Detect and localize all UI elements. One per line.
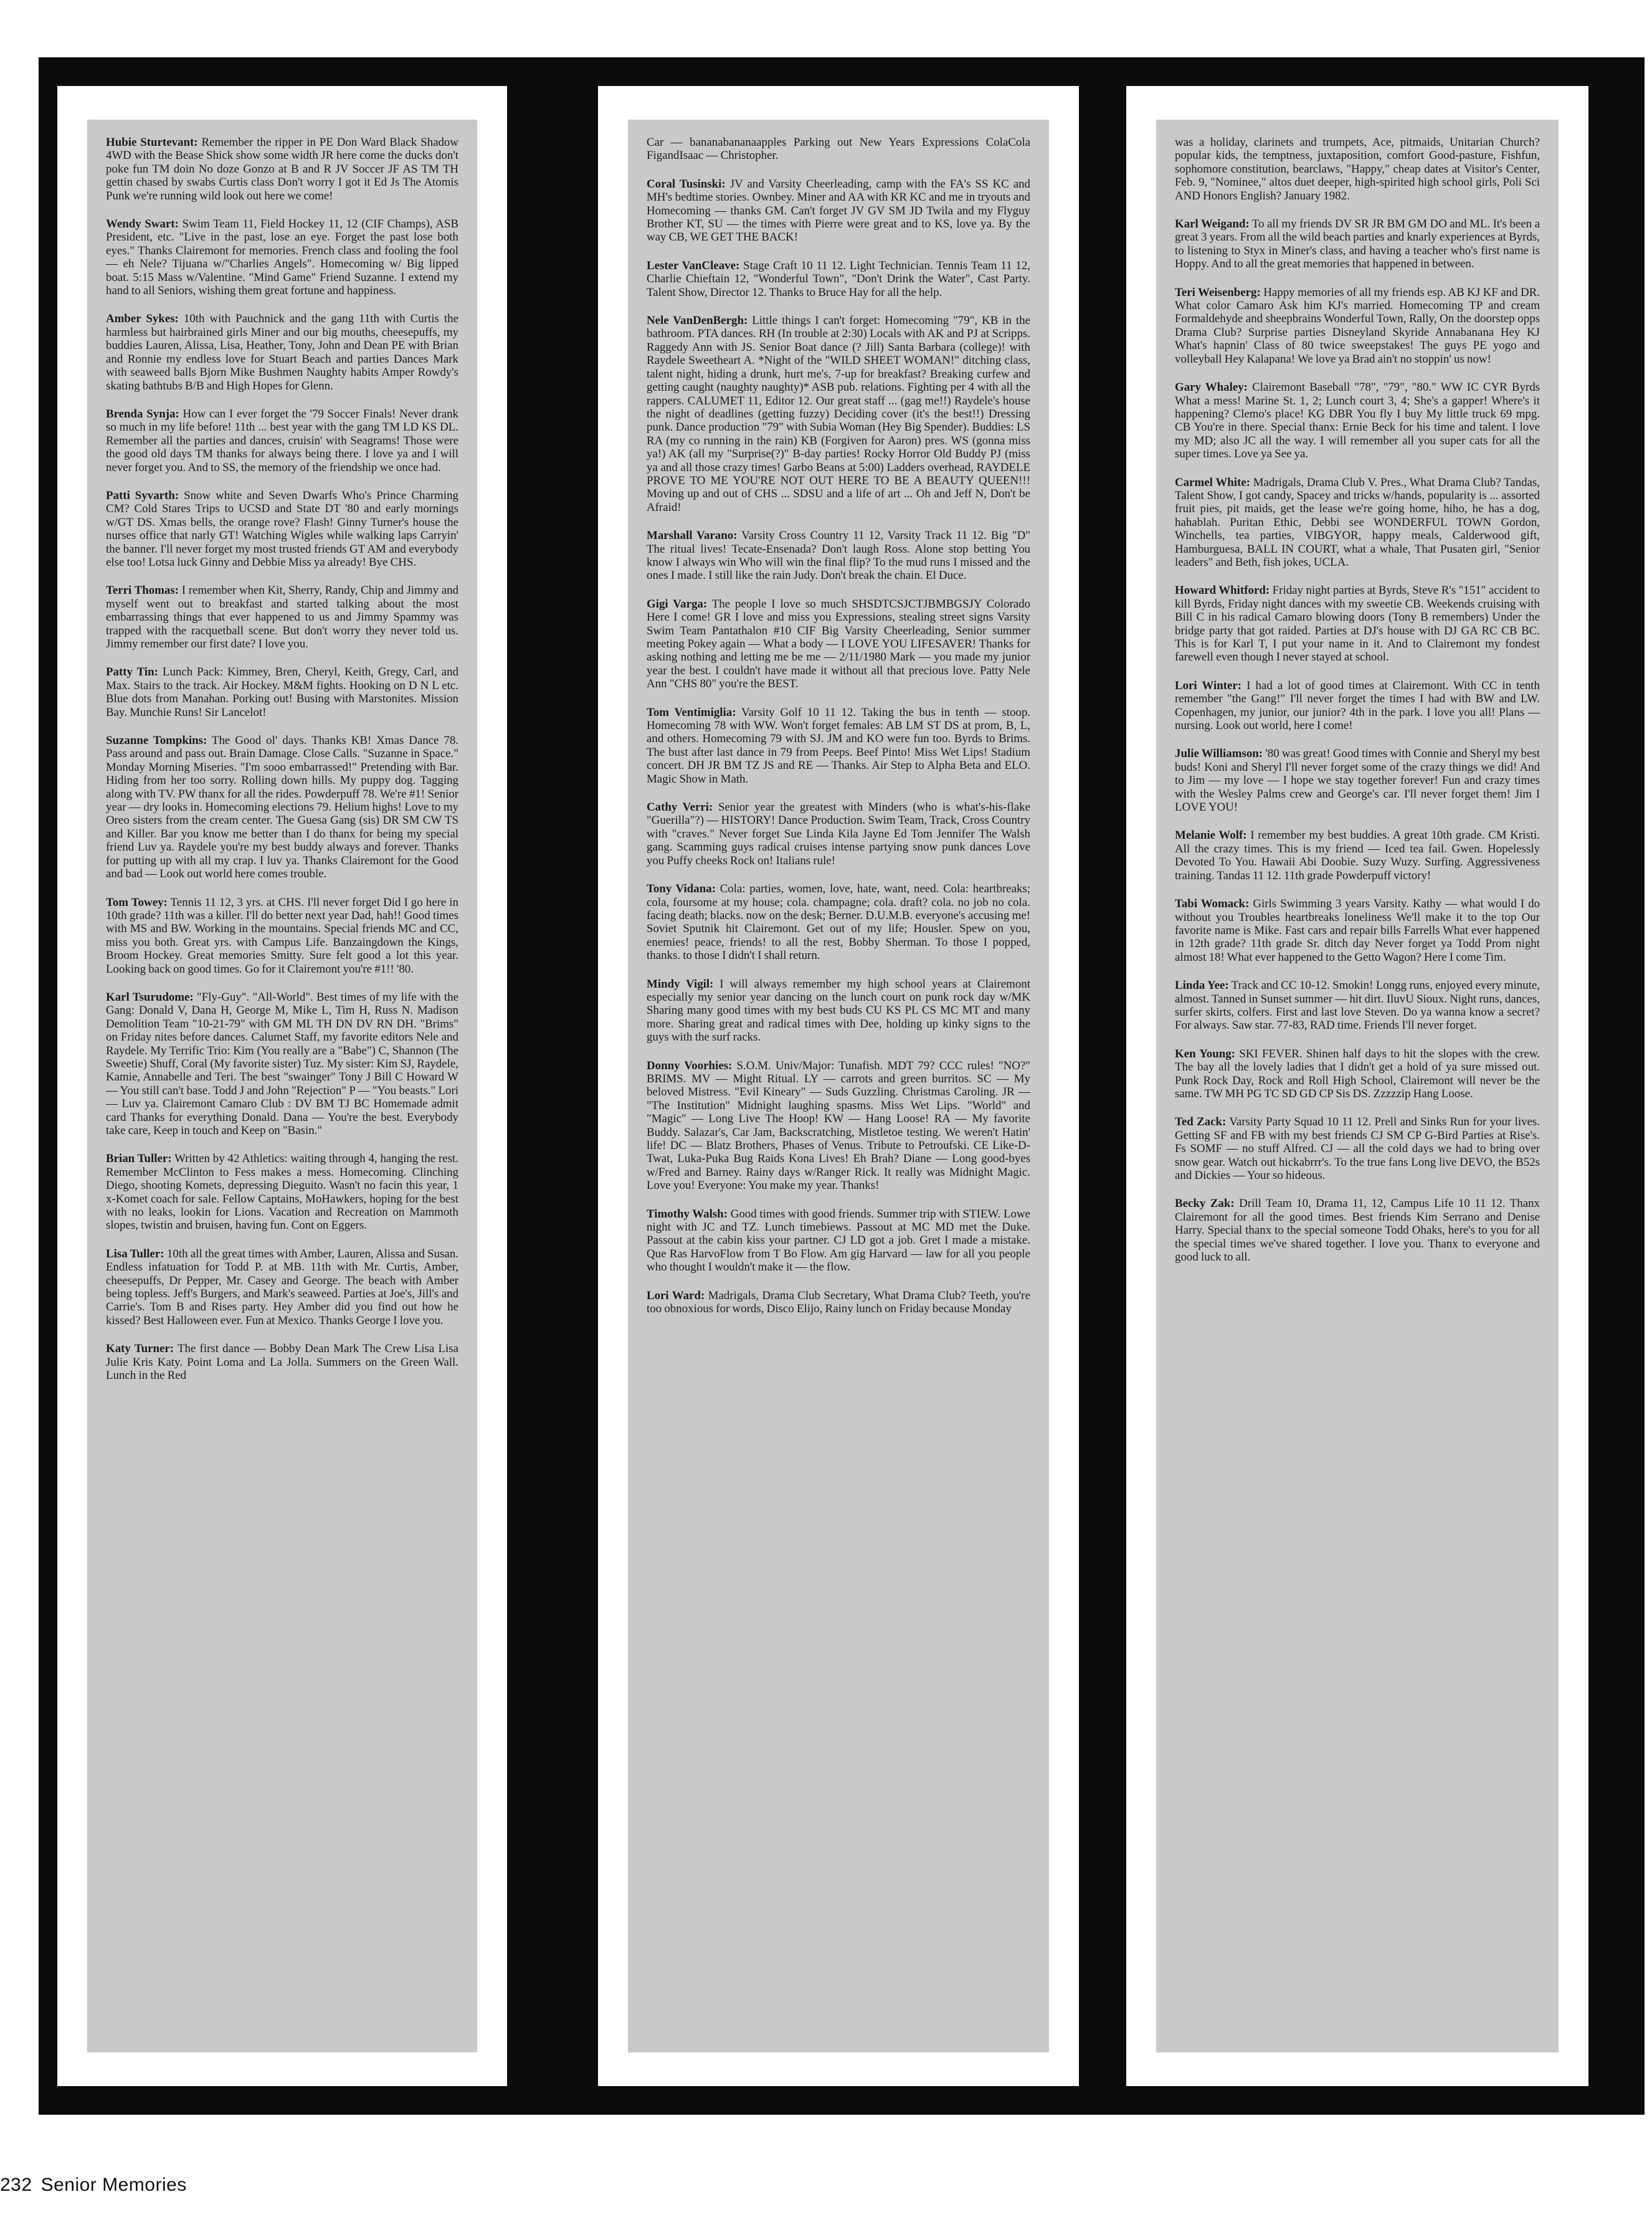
memory-entry — [1175, 476, 1540, 569]
memory-text: Stage Craft 10 11 12. Light Technician. Tennis Team 11 12, Charlie Chieftain 12, "Wonderful Town", "Don't Drink the Water", Cast Party. Talent Show, Director 12. Thanks to Bruce Hay for all the help. — [647, 259, 1030, 299]
memory-entry — [106, 665, 458, 719]
page-number: 232 — [0, 2175, 32, 2195]
senior-name: Karl Weigand: — [1175, 217, 1250, 231]
memory-entry — [647, 1208, 1030, 1274]
senior-name: Lori Ward: — [647, 1289, 705, 1302]
memory-entry — [647, 801, 1030, 867]
memory-entry — [1175, 217, 1540, 271]
memory-text: Swim Team 11, Field Hockey 11, 12 (CIF Champs), ASB President, etc. "Live in the past, lose an eye. Forget the past lose both eyes." Thanks Clairemont for memories. French class and fooling the fool — eh Nele? Tijuana w/"Charlies Angels". Homecoming w/ Big lipped boat. 5:15 Mass w/Valentine. "Mind Game" Friend Suzanne. I extend my hand to all Seniors, wishing them great fortune and happiness. — [106, 217, 458, 298]
senior-name: Tom Ventimiglia: — [647, 705, 736, 719]
memory-entry — [1175, 897, 1540, 964]
memory-entry — [1175, 979, 1540, 1032]
senior-name: Coral Tusinski: — [647, 177, 726, 191]
memory-text: "Fly-Guy". "All-World". Best times of my life with the Gang: Donald V, Dana H, George M, Mike L, Tim H, Russ N. Madison Demolition Team "10-21-79" with GM ML TH DN DV RN DH. "Brims" on Friday nites before dances. Calumet Staff, my favorite editors Nele and Raydele. My Terrific Trio: Kim (You really are a "Babe") C, Shannon (The Sweetie) Shuff, Coral (My favorite sister) Tuz. My sister: Kim SJ, Raydele, Kamie, Annabelle and Teri. The best "swainger" Tony J Bill C Howard W — You still can't base. Todd J and John "Rejection" P — "You beasts." Lori — Luv ya. Clairemont Camaro Club : DV BM TJ BC Homemade admit card Thanks for everything Donald. Dana — You're the best. Everybody take care, Keep in touch and Keep on "Basin." — [106, 990, 458, 1137]
senior-name: Patty Tin: — [106, 665, 158, 679]
senior-name: Marshall Varano: — [647, 529, 738, 543]
memory-text: Varsity Cross Country 11 12, Varsity Track 11 12. Big "D" The ritual lives! Tecate-Ensenada? Don't laugh Ross. Alone stop betting You know I always win Who will win the final flip? To the mud runs I missed and the ones I made. I still like the rain Judy. Don't break the chain. El Duce. — [647, 529, 1031, 583]
senior-name: Ken Young: — [1175, 1047, 1235, 1060]
memory-entry — [106, 584, 458, 650]
memory-text: Tennis 11 12, 3 yrs. at CHS. I'll never forget Did I go here in 10th grade? 11th was a killer. I'll do better next year Dad, hah!! Good times with MS and BW. Working in the mountains. Special friends MC and CC, miss you both. Great yrs. with Campus Life. Banzaingdown the Kings, Broom Hockey. Great memories Smitty. Sure felt good a lot this year. Looking back on good times. Go for it Clairemont you're #1!! '80. — [106, 895, 458, 976]
senior-name: Suzanne Tompkins: — [106, 734, 207, 748]
senior-name: Julie Williamson: — [1175, 747, 1263, 761]
memory-text: Happy memories of all my friends esp. AB KJ KF and DR. What color Camaro Ask him KJ's married. Homecoming TP and cream Formaldehyde and sheepbrains Wonderful Town, Rally, On the doorstep opps Drama Club? Surprise parties Disneyland Skyride Annabanana Hey KJ What's hapnin' Class of 80 twice sweepstakes! The guys PE yogo and volleyball Hey Kalapana! We love ya Brad ain't no stoppin' us now! — [1175, 285, 1540, 366]
memory-entry — [106, 136, 458, 203]
memory-text: Track and CC 10-12. Smokin! Longg runs, enjoyed every minute, almost. Tanned in Sunset summer — hit dirt. IluvU Sioux. Night runs, dances, surfer skirts, colfers. First and last love Steven. Do ya wanna know a secret? For always. Saw star. 77-83, RAD time. Friends I'll never forget. — [1175, 979, 1540, 1032]
senior-name: Patti Syvarth: — [106, 488, 179, 502]
senior-name: Howard Whitford: — [1175, 584, 1270, 598]
memory-entry — [106, 1342, 458, 1382]
memory-entry — [647, 529, 1030, 583]
column-panel-1 — [57, 86, 507, 2086]
memory-entry — [1175, 829, 1540, 882]
senior-name: Lori Winter: — [1175, 679, 1242, 692]
memory-text: I remember my best buddies. A great 10th grade. CM Kristi. All the crazy times. This is my friend — Iced tea fail. Gwen. Hopelessly Devoted To You. Hawaii Abi Doobie. Suzy Wuzy. Surfing. Aggressiveness training. Tandas 11 12. 11th grade Powderpuff victory! — [1175, 829, 1540, 882]
memory-entry — [1175, 679, 1540, 733]
memory-text: Clairemont Baseball "78", "79", "80." WW IC CYR Byrds What a mess! Marine St. 1, 2; Lunch court 3, 4; She's a gapper! Where's it happening? Clemo's place! KG DBR You fly I buy My little truck 69 mpg. CB You're in there. Special thanx: Ernie Beck for his time and talent. I love my MD; also JC all the way. I will remember all you super cats for all the super times. Love ya See ya. — [1175, 381, 1540, 461]
memory-entry — [106, 1247, 458, 1327]
memory-text: 10th with Pauchnick and the gang 11th with Curtis the harmless but hairbrained girls Miner and our big mouths, cheesepuffs, my buddies Lauren, Alissa, Lisa, Heather, Tony, John and Dean PE with Brian and Ronnie my endless love for Stuart Beach and parties Dances Mark with seaweed balls Bjorn Mike Bushmen Naughty habits Amper Rowdy's skating bathtubs B/B and High Hopes for Glenn. — [106, 312, 458, 393]
memory-entry — [106, 407, 458, 474]
memory-entry — [1175, 584, 1540, 664]
memory-text: The people I love so much SHSDTCSJCTJBMBGSJY Colorado Here I come! GR I love and miss you Expressions, stealing street signs Varsity Swim Team Pantathalon #10 CIF Big Varsity Cheerleading, Senior summer meeting Pokey again — What a body — I LOVE YOU LIFESAVER! Thanks for asking nothing and letting me be me — 2/11/1980 Mark — you made my junior year the best. I couldn't have made it without all that precious love. Patty Nele Ann "CHS 80" you're the BEST. — [647, 597, 1031, 691]
memory-text: Remember the ripper in PE Don Ward Black Shadow 4WD with the Bease Shick show some width JR here come the ducks don't poke fun TM doin No doze Gonzo at B and R JV Soccer JF AS TM TH gettin chased by swabs Curtis class Don't worry I got it Ed Js The Atomis Punk we're running wild look out here we come! — [106, 136, 458, 203]
senior-name: Wendy Swart: — [106, 217, 179, 231]
senior-name: Timothy Walsh: — [647, 1207, 728, 1221]
senior-name: Ted Zack: — [1175, 1115, 1227, 1129]
memory-text: Written by 42 Athletics: waiting through 4, hanging the rest. Remember McClinton to Fess makes a mess. Homecoming. Clinching Diego, shooting Komets, depressing Dieguito. Wasn't no facin this year, 1 x-Komet coach for sale. Fellow Captains, MoHawkers, hoping for the best with no leaks, lookin for Lions. Vacation and Recreation on Mammoth slopes, twistin and bruisen, having fun. Cont on Eggers. — [106, 1152, 458, 1232]
memory-entry — [1175, 1047, 1540, 1101]
memory-text: The Good ol' days. Thanks KB! Xmas Dance 78. Pass around and pass out. Brain Damage. Close Calls. "Suzanne in Space." Monday Morning Miseries. "I'm sooo embarrassed!" Pretending with Bar. Hiding from her too sorry. Rolling down hills. My puppy dog. Tagging along with TV. PW thanx for all the rides. Powderpuff 78. We're #1! Senior year — dry looks in. Homecoming elections 79. Helium highs! Love to my Oreo sisters from the cream center. The Guesa Gang (sis) DR SM CW TS and Killer. Bar you know me better than I do thanx for being my special friend Luv ya. Raydele you're my best buddy always and forever. Thanks for putting up with all my crap. I luv ya. Thanks Clairemont for the Good and bad — Look out world here comes trouble. — [106, 734, 459, 881]
senior-name: Tony Vidana: — [647, 882, 716, 896]
memory-text: Girls Swimming 3 years Varsity. Kathy — what would I do without you Troubles heartbreaks loneliness We'll make it to the top Our favorite name is Mike. Fast cars and repair bills Farrells What ever happened in 12th grade? 11th grade Sr. ditch day Never forget ya Todd Prom night almost 18! What ever happened to the Getto Wagon? Here I come Tim. — [1175, 897, 1540, 964]
memory-entry — [106, 312, 458, 392]
memory-entry — [647, 1289, 1030, 1316]
memory-text: Good times with good friends. Summer trip with STIEW. Lowe night with JC and TZ. Lunch timebiews. Passout at MC MD met the Duke. Passout at the cabin kiss your partner. CJ LD got a job. Gret I made a mistake. Que Ras HarvoFlow from T Bo Flow. Am gig Harvard — law for all you people who thought I wouldn't make it — the flow. — [647, 1207, 1030, 1274]
senior-name: Tabi Womack: — [1175, 897, 1250, 911]
memory-entry — [1175, 136, 1540, 203]
memory-text: 10th all the great times with Amber, Lauren, Alissa and Susan. Endless infatuation for Todd P. at MB. 11th with Mr. Curtis, Amber, cheesepuffs, Dr Pepper, Mr. Casey and George. The beach with Amber being topless. Jeff's Burgers, and Mark's seaweed. Parties at Joe's, Jill's and Carrie's. Tom B and Rises party. Hey Amber did you find out how he kissed? Best Halloween ever. Fun at Mexico. Thanks George I love you. — [106, 1247, 458, 1327]
memory-entry — [647, 978, 1030, 1044]
memory-entry — [647, 259, 1030, 299]
memory-text: S.O.M. Univ/Major: Tunafish. MDT 79? CCC rules! "NO?" BRIMS. MV — Might Ritual. LY — carrots and green burritos. SC — My beloved Mistress. "Evil Kineary" — Suds Guzzling. Christmas Caroling. JR — "The Institution" Midnight laughing spasms. Miss Wet Lips. "World" and "Magic" — Long Live The Hoop! KW — Hang Loose! RA — My favorite Buddy. Salazar's, Car Jam, Backscratching, Mistletoe testing. We weren't Hatin' life! DC — Blatz Brothers, Phases of Venus. Tribute to Petroufski. CE Like-D-Twat, Luka-Puka Bug Raids Kona Lives! Eh Brah? Diane — Long good-byes w/Fred and Barney. Rainy days w/Ranger Rick. It really was Midnight Magic. Love you! Everyone: You make my year. Thanks! — [647, 1059, 1030, 1193]
memory-text: '80 was great! Good times with Connie and Sheryl my best buds! Koni and Sheryl I'll never forget some of the crazy things we did! And to Jim — my love — I hope we stay together forever! Fun and crazy times with the Wesley Palms crew and George's car. I'll never forget them! Jim I LOVE YOU! — [1175, 747, 1540, 814]
senior-name: Donny Voorhies: — [647, 1059, 733, 1072]
senior-name: Linda Yee: — [1175, 979, 1229, 993]
senior-name: Lisa Tuller: — [106, 1247, 164, 1260]
memory-entry — [647, 136, 1030, 163]
memory-text: Senior year the greatest with Minders (who is what's-his-flake "Guerilla"?) — HISTORY! Dance Production. Swim Team, Track, Cross Country with "craves." Never forget Sue Linda Kila Jayne Ed Tom Jennifer The Walsh gang. Scamming guys radical cruises intense partying snow punk dances Love you Puffy cheeks Rock on! Italians rule! — [647, 801, 1030, 867]
memory-entry — [1175, 747, 1540, 814]
memory-entry — [106, 734, 458, 880]
memories-column-3 — [1156, 120, 1559, 2052]
memory-text: Friday night parties at Byrds, Steve R's "151" accident to kill Byrds, Friday night dances with my sweetie CB. Weekends cruising with Bill C in his radical Camaro blowing doors (Tony B remembers) Under the bridge party that got raided. Parties at DJ's house with DJ GA RC CB BC. This is for Karl T, I put your name in it. And to Clairemont my fondest farewell even though I never stayed at school. — [1175, 584, 1540, 664]
memory-entry — [1175, 381, 1540, 460]
memory-entry — [647, 1059, 1030, 1193]
column-panel-2 — [598, 86, 1079, 2086]
memory-text: The first dance — Bobby Dean Mark The Crew Lisa Lisa Julie Kris Katy. Point Loma and La Jolla. Summers on the Green Wall. Lunch in the Red — [106, 1342, 458, 1383]
senior-name: Karl Tsurudome: — [106, 990, 194, 1004]
senior-name: Lester VanCleave: — [647, 259, 740, 272]
memory-text: Little things I can't forget: Homecoming "79", KB in the bathroom. PTA dances. RH (In trouble at 2:30) Locals with AK and PJ at Scripps. Raggedy Ann with JS. Senior Boat dance (? Jill) Santa Barbara (college)! with Raydele Sweetheart A. *Night of the "WILD SHEET WOMAN!" ditching class, talent night, hiding a drunk, hurt me's, 7-up for breakfast? Breaking curfew and getting caught (naughty naughty)* ASB pub. relations. Fighting per 4 with all the rappers. CALUMET 11, Editor 12. Our great staff ... (gag me!!) Raydele's house the night of deadlines (getting fuzzy) Deciding cover (it's the best!!) Dressing punk. Dance production "79" with Subia Woman (Hey Big Spender). Buddies: LS RA (my co running in the rain) KB (Forgiven for Aaron) pres. WS (gonna miss ya!) AK (all my "Surprise(?)" B-day parties! Rocky Horror Old Buddy PJ (miss ya and all those crazy times! Garbo Beans at 5:00) Ladders overhead, RAYDELE PROVE TO ME YOU'RE NOT OUT HERE TO BE A BEAUTY QUEEN!!! Moving up and out of CHS ... SDSU and a life of art ... Oh and Jeff N, Don't be Afraid! — [647, 314, 1030, 514]
senior-name: Katy Turner: — [106, 1342, 174, 1356]
senior-name: Hubie Sturtevant: — [106, 136, 198, 149]
memory-text: Drill Team 10, Drama 11, 12, Campus Life 10 11 12. Thanx Clairemont for all the good times. Best friends Kim Serrano and Denise Harry. Special thanx to the special someone Todd Ohaks, here's to you for all the special times we've shared together. I love you. Thanx to everyone and good luck to all. — [1175, 1197, 1540, 1264]
memory-text: Car — bananabananaapples Parking out New Years Expressions ColaCola FigandIsaac — Christopher. — [647, 136, 1030, 163]
senior-name: Gary Whaley: — [1175, 381, 1248, 394]
memory-text: I had a lot of good times at Clairemont. With CC in tenth remember "the Gang!" I'll never forget the times I had with BW and LW. Copenhagen, my junior, our junior? 4th in the park. I love you all! Plans — nursing. Look out world, here I come! — [1175, 679, 1540, 733]
memory-entry — [647, 178, 1030, 244]
memory-entry — [647, 706, 1030, 786]
memory-text: How can I ever forget the '79 Soccer Finals! Never drank so much in my life before! 11th ... best year with the gang TM LD KS DL. Remember all the parties and dances, cruisin' with Seagrams! Those were the good old days TM thanks for always being there. I love ya and I will never forget you. And to SS, the memory of the friendship we once had. — [106, 407, 458, 474]
memory-entry — [106, 991, 458, 1137]
memory-entry — [1175, 1197, 1540, 1264]
memory-entry — [1175, 1115, 1540, 1182]
memory-entry — [1175, 286, 1540, 366]
memory-entry — [647, 598, 1030, 691]
memory-entry — [647, 882, 1030, 962]
senior-name: Terri Thomas: — [106, 584, 179, 598]
memories-column-1 — [87, 120, 477, 2052]
memory-text: I remember when Kit, Sherry, Randy, Chip and Jimmy and myself went out to breakfast and started talking about the most embarrassing things that ever happened to us and Jimmy Spammy was trapped with the racquetball scene. But don't worry they never told us. Jimmy remember our first date? I love you. — [106, 584, 458, 650]
memory-text: SKI FEVER. Shinen half days to hit the slopes with the crew. The bay all the lovely ladies that I didn't get a hold of ya sure missed out. Punk Rock Day, Rock and Roll High School, Clairemont will never be the same. TW MH PG TC SD GD CP Sis DS. Zzzzzip Hang Loose. — [1175, 1047, 1540, 1100]
page-footer — [0, 2175, 196, 2199]
memory-entry — [106, 896, 458, 976]
senior-name: Brian Tuller: — [106, 1152, 172, 1166]
senior-name: Becky Zak: — [1175, 1197, 1235, 1211]
senior-name: Nele VanDenBergh: — [647, 314, 748, 328]
memory-text: Varsity Golf 10 11 12. Taking the bus in tenth — stoop. Homecoming 78 with WW. Won't forget females: AB LM ST DS at prom, B, L, and others. Homecoming 79 with SJ. JM and KO were fun too. Byrds to Brims. The bust after last dance in 79 from Peeps. Beef Pinto! Miss Wet Lips! Stadium concert. DH JR BM TZ JS and RE — Thanks. Air Step to Alpha Beta and ELO. Magic Show in Math. — [647, 705, 1031, 786]
memory-text: Varsity Party Squad 10 11 12. Prell and Sinks Run for your lives. Getting SF and FB with my best friends CJ SM CP G-Bird Parties at Rise's. Fs SOMF — no stuff Alfred. CJ — all the cold days we had to bring over snow gear. Watch out hickabrrr's. To the true fans Long live DEVO, the B52s and Dickies — Your so hideous. — [1175, 1115, 1540, 1182]
memory-text: Lunch Pack: Kimmey, Bren, Cheryl, Keith, Gregy, Carl, and Max. Stairs to the track. Air Hockey. M&M fights. Hooking on D N L etc. Blue dots from Manahan. Porking out! Busing with Marstonites. Mission Bay. Munchie Runs! Sir Lancelot! — [106, 665, 458, 719]
memory-entry — [106, 489, 458, 569]
memory-text: To all my friends DV SR JR BM GM DO and ML. It's been a great 3 years. From all the wild beach parties and knarly experiences at Byrds, to listening to Styx in Miner's class, and having a teacher who's first name is Hoppy. And to all the great memories that happened in between. — [1175, 217, 1540, 271]
memory-text: I will always remember my high school years at Clairemont especially my senior year dancing on the lunch court on punk rock day w/MK Sharing many good times with my best buds CU KS PL CS MC MT and many more. Sharing great and radical times with Dee, holding up kinky signs to the guys with the surf racks. — [647, 977, 1030, 1044]
memory-text: Cola: parties, women, love, hate, want, need. Cola: heartbreaks; cola, foursome at my house; cola. champagne; cola. draft? cola. no job no cola. facing death; blacks. now on the desk; Berner. D.U.M.B. everyone's accusing me! Soviet Sputnik hit Clairemont. Get out of my life; Housler. Spew on you, enemies! peace, friends! to all the rest, Bobby Sherman. To those I popped, thanks. to those I didn't I shall return. — [647, 882, 1030, 963]
senior-name: Amber Sykes: — [106, 312, 179, 326]
senior-name: Mindy Vigil: — [647, 977, 714, 991]
senior-name: Tom Towey: — [106, 895, 168, 909]
memory-text: Snow white and Seven Dwarfs Who's Prince Charming CM? Cold Stares Trips to UCSD and State DT '80 and early mornings w/GT DS. Xmas bells, the orange rove? Flash! Ginny Turner's house the nurses office that narly GT! Watching Wigles while walking laps Carryin' the banner. I'll never forget my most trusted friends GT AM and everybody else too! Lotsa luck Ginny and Debbie Miss ya already! Bye CHS. — [106, 488, 458, 569]
senior-name: Cathy Verri: — [647, 801, 713, 814]
memory-entry — [647, 314, 1030, 514]
memory-text: Madrigals, Drama Club V. Pres., What Drama Club? Tandas, Talent Show, I got candy, Spacey and tricks w/hands, popularity is ... assorted fruit pies, pit maids, get the lease we're going home, hiho, he has a dog, hahablah. Puritan Ethic, Debbi see WONDERFUL TOWN Gordon, Winchells, tea parties, VIBGYOR, happy meals, Calderwood gift, Hamburguesa, BALL IN COURT, what a whale, That Pusaten girl, "Senior leaders" and Beth, fish jokes, UCLA. — [1175, 475, 1540, 569]
memory-text: was a holiday, clarinets and trumpets, Ace, pitmaids, Unitarian Church? popular kids, the temptness, juxtaposition, comfort Good-pasture, Fishfun, sophomore constitution, bearclaws, "Happy," cheap dates at Visitor's Center, Feb. 9, "Nominee," altos duet deeper, high-spirited high school girls, Poli Sci AND Honors English? January 1982. — [1175, 136, 1540, 203]
senior-name: Carmel White: — [1175, 475, 1250, 489]
column-panel-3 — [1126, 86, 1588, 2086]
memory-entry — [106, 217, 458, 297]
memory-text: Madrigals, Drama Club Secretary, What Drama Club? Teeth, you're too obnoxious for words, Disco Elijo, Rainy lunch on Friday because Monday — [647, 1289, 1030, 1316]
senior-name: Melanie Wolf: — [1175, 829, 1247, 842]
memory-entry — [106, 1152, 458, 1232]
section-title: Senior Memories — [40, 2175, 187, 2195]
memories-column-2 — [628, 120, 1049, 2052]
memory-text: JV and Varsity Cheerleading, camp with the FA's SS KC and MH's bedtime stories. Ownbey. Miner and AA with KR KC and me in tryouts and Homecoming — thanks GM. Can't forget JV GV SM JD Twila and my Flyguy Brother KT, SU — the times with Pierre were great and to KS, love ya. By the way CB, WE GET THE BACK! — [647, 177, 1030, 244]
senior-name: Gigi Varga: — [647, 597, 708, 611]
senior-name: Teri Weisenberg: — [1175, 285, 1261, 299]
senior-name: Brenda Synja: — [106, 407, 179, 421]
